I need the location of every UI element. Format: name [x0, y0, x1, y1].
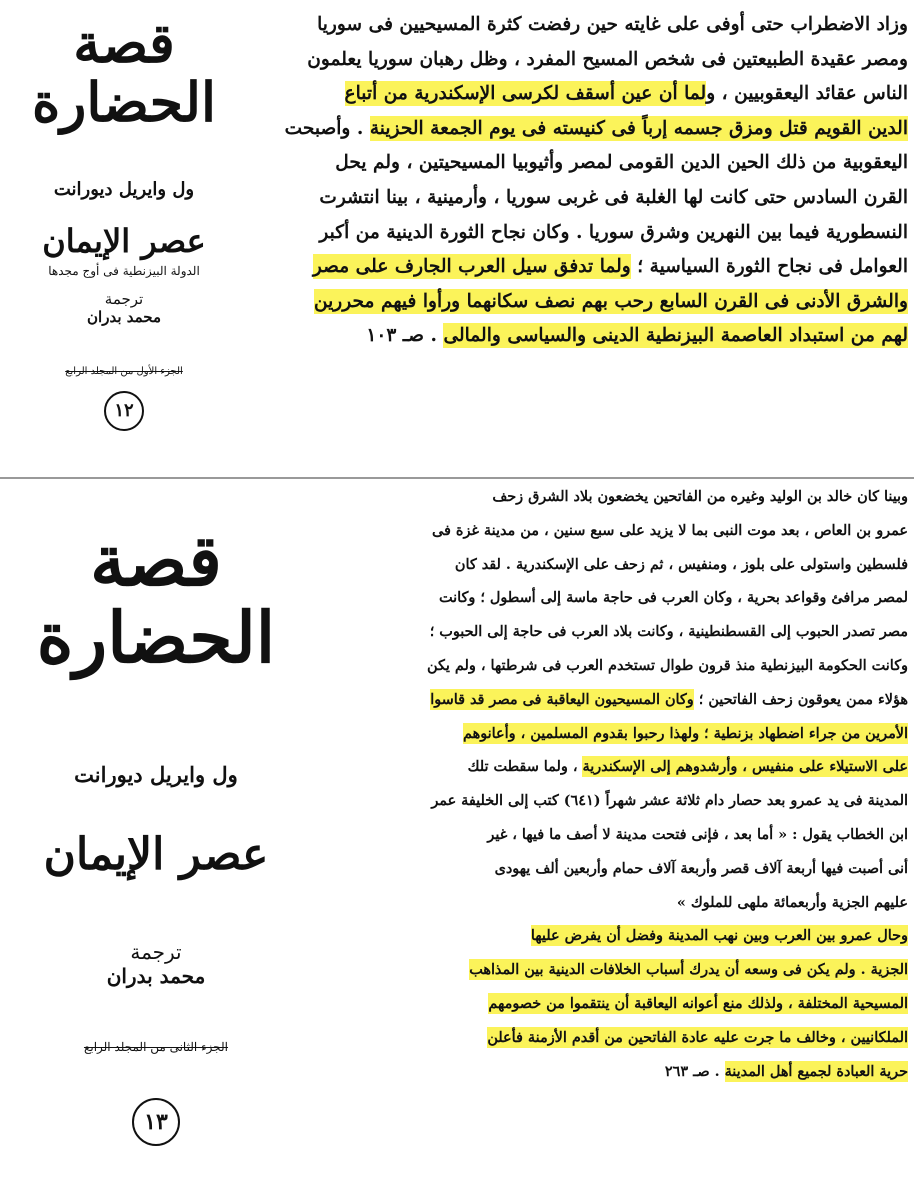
text-run: . صـ ٢٦٣	[664, 1062, 725, 1080]
highlighted-text: الملكانيين ، وخالف ما جرت عليه عادة الفاتحين من أقدم الأزمنة فأعلن	[487, 1028, 908, 1046]
cover-author: ول وايريل ديورانت	[74, 762, 238, 787]
text-run: وكانت الحكومة البيزنطية منذ قرون طوال تستخدم العرب فى شرطتها ، ولم يكن	[427, 656, 908, 674]
highlighted-text: الجزية . ولم يكن فى وسعه أن يدرك أسباب الخلافات الدينية بين المذاهب	[469, 961, 908, 979]
highlighted-text: لما أن عين أسقف لكرسى الإسكندرية من أتباع	[344, 83, 707, 105]
text-run: لمصر مرافئ وقواعد بحرية ، وكان العرب فى حاجة ماسة إلى أسطول ؛ وكانت	[439, 589, 908, 607]
text-line	[312, 987, 908, 1021]
text-run: القرن السادس حتى كانت لها الغلبة فى غربى سوريا ، وأرمينية ، بينا انتشرت	[319, 186, 908, 208]
page-text	[246, 8, 908, 354]
text-line	[312, 1021, 908, 1055]
cover-title: قصة الحضارة	[36, 519, 276, 679]
text-line	[246, 146, 908, 181]
book-page-12	[0, 0, 914, 478]
cover-subtitle: عصر الإيمان	[42, 221, 206, 260]
text-line	[312, 886, 908, 920]
book-cover	[0, 478, 312, 1200]
cover-translation-label: ترجمة	[130, 940, 182, 964]
highlighted-text: والشرق الأدنى فى القرن السابع رحب بهم نصف سكانهما ورأوا فيهم محررين	[313, 290, 908, 312]
text-line	[312, 818, 908, 852]
highlighted-text: الدين القويم قتل ومزق جسمه إرباً فى كنيسته فى يوم الجمعة الحزينة	[369, 117, 908, 139]
cover-subtitle: عصر الإيمان	[43, 829, 269, 880]
text-run: الناس عقائد اليعقوبيين ، و	[706, 83, 908, 105]
text-line	[312, 717, 908, 751]
text-run: المدينة فى يد عمرو بعد حصار دام ثلاثة عشر شهراً (٦٤١) كتب إلى الخليفة عمر	[431, 792, 908, 810]
text-line	[312, 548, 908, 582]
highlighted-text: وكان المسيحيون اليعاقبة فى مصر قد قاسوا	[430, 690, 694, 708]
volume-number-badge: ١٢	[104, 391, 144, 431]
text-line	[312, 953, 908, 987]
text-line	[312, 480, 908, 514]
cover-author: ول وايريل ديورانت	[53, 178, 195, 200]
text-run: عمرو بن العاص ، بعد موت النبى بما لا يزيد على سبع سنين ، من مدينة غزة فى	[432, 521, 908, 539]
text-run: فلسطين واستولى على بلوز ، ومنفيس ، ثم زحف على الإسكندرية . لقد كان	[454, 555, 908, 573]
cover-translator: محمد بدران	[106, 964, 206, 988]
book-cover	[0, 0, 248, 478]
volume-number-badge: ١٣	[132, 1098, 180, 1146]
text-line	[312, 649, 908, 683]
highlighted-text: حرية العبادة لجميع أهل المدينة	[724, 1062, 908, 1080]
text-run: ، ولما سقطت تلك	[467, 758, 583, 776]
text-line	[312, 919, 908, 953]
text-run: ابن الخطاب يقول : « أما بعد ، فإنى فتحت مدينة لا أصف ما فيها ، غير	[487, 825, 908, 843]
text-line	[312, 514, 908, 548]
text-run: مصر تصدر الحبوب إلى القسطنطينية ، وكانت بلاد العرب فى حاجة إلى الحبوب ؛	[429, 623, 908, 641]
text-line	[246, 8, 908, 43]
text-run: عليهم الجزية وأربعمائة ملهى للملوك »	[676, 893, 908, 911]
text-run: وزاد الاضطراب حتى أوفى على غايته حين رفضت كثرة المسيحيين فى سوريا	[317, 14, 908, 35]
cover-part-label: الجزء الأول من المجلد الرابع	[65, 365, 183, 377]
text-line	[246, 285, 908, 320]
book-page-13	[0, 478, 914, 1200]
text-run: النسطورية فيما بين النهرين وشرق سوريا . وكان نجاح الثورة الدينية من أكبر	[319, 221, 908, 243]
cover-part-label: الجزء الثانى من المجلد الرابع	[83, 1040, 229, 1054]
text-line	[246, 43, 908, 78]
page-text	[312, 480, 908, 1088]
text-line	[312, 852, 908, 886]
text-run: هؤلاء ممن يعوقون زحف الفاتحين ؛	[693, 690, 908, 708]
text-run: . صـ ١٠٣	[366, 325, 444, 347]
text-run: ومصر عقيدة الطبيعتين فى شخص المسيح المفرد ، وظل رهبان سوريا يعلمون	[307, 48, 908, 70]
text-line	[312, 615, 908, 649]
text-run: وبينا كان خالد بن الوليد وغيره من الفاتحين يخضعون بلاد الشرق زحف	[492, 488, 908, 505]
text-line	[312, 750, 908, 784]
highlighted-text: المسيحية المختلفة ، ولذلك منع أعوانه اليعاقبة أن ينتقموا من خصومهم	[488, 994, 908, 1012]
text-line	[246, 250, 908, 285]
text-line	[246, 181, 908, 216]
cover-translation-label: ترجمة	[104, 289, 144, 308]
text-line	[246, 216, 908, 251]
cover-dynasty: الدولة البيزنطية فى أوج مجدها	[48, 263, 200, 278]
text-line	[312, 1055, 908, 1089]
text-run: العوامل فى نجاح الثورة السياسية ؛	[630, 256, 908, 278]
text-run: أنى أصبت فيها أربعة آلاف قصر وأربعة آلاف حمام وأربعين ألف يهودى	[494, 859, 908, 877]
highlighted-text: وحال عمرو بين العرب وبين نهب المدينة وفضل أن يفرض عليها	[530, 927, 908, 945]
text-line	[246, 112, 908, 147]
text-run: اليعقوبية من ذلك الحين الدين القومى لمصر وأثيوبيا المسيحيتين ، ولم يحل	[335, 152, 908, 174]
text-line	[246, 77, 908, 112]
highlighted-text: الأمرين من جراء اضطهاد بزنطية ؛ ولهذا رحبوا بقدوم المسلمين ، وأعانوهم	[463, 724, 908, 742]
highlighted-text: على الاستيلاء على منفيس ، وأرشدوهم إلى الإسكندرية	[582, 758, 908, 776]
highlighted-text: ولما تدفق سيل العرب الجارف على مصر	[312, 256, 631, 278]
text-line	[312, 784, 908, 818]
text-line	[312, 581, 908, 615]
cover-translator: محمد بدران	[87, 307, 161, 326]
text-run: . وأصبحت	[284, 117, 370, 139]
highlighted-text: لهم من استبداد العاصمة البيزنطية الدينى والسياسى والمالى	[443, 325, 908, 347]
text-line	[246, 319, 908, 354]
cover-title: قصة الحضارة	[32, 11, 216, 135]
text-line	[312, 683, 908, 717]
